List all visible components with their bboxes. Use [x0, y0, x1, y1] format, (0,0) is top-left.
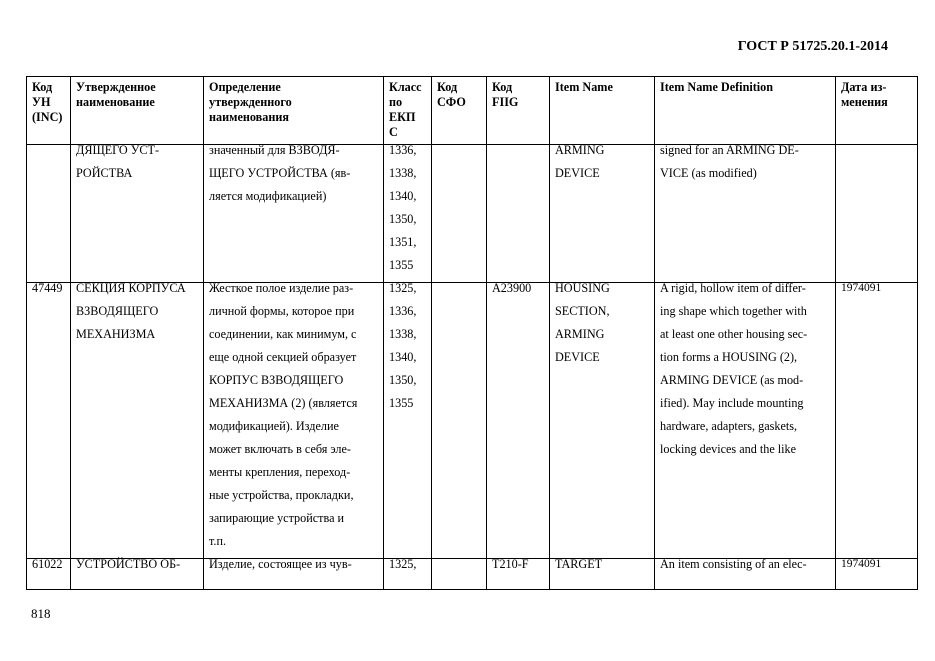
- cell-line: РОЙСТВА: [76, 166, 133, 180]
- header-line: Определение: [209, 80, 281, 94]
- cell-line: signed for an ARMING DE-: [660, 143, 799, 157]
- cell-line: МЕХАНИЗМА (2) (является: [209, 396, 358, 410]
- document-header: ГОСТ Р 51725.20.1-2014: [737, 39, 888, 54]
- header-line: Дата из-: [841, 80, 887, 94]
- header-sfo: [432, 77, 487, 145]
- header-name: [71, 77, 204, 145]
- cell-line: 1340,: [389, 350, 417, 364]
- cell-definition: [204, 145, 384, 283]
- header-line: Утвержденное: [76, 80, 156, 94]
- cell-sfo: [432, 145, 487, 283]
- cell-item-name: [550, 145, 655, 283]
- header-line: Класс: [389, 80, 422, 94]
- cell-line: 1340,: [389, 189, 417, 203]
- cell-line: УСТРОЙСТВО ОБ-: [76, 557, 181, 571]
- cell-line: КОРПУС ВЗВОДЯЩЕГО: [209, 373, 344, 387]
- header-line: СФО: [437, 95, 466, 109]
- cell-class: [384, 145, 432, 283]
- cell-line: может включать в себя эле-: [209, 442, 351, 456]
- cell-line: A23900: [492, 281, 532, 295]
- cell-inc: [27, 559, 71, 590]
- cell-line: ified). May include mounting: [660, 396, 804, 410]
- cell-line: TARGET: [555, 557, 603, 571]
- cell-sfo: [432, 559, 487, 590]
- table-row: [27, 559, 918, 590]
- cell-date: [836, 283, 918, 559]
- cell-line: at least one other housing sec-: [660, 327, 808, 341]
- cell-line: Жесткое полое изделие раз-: [209, 281, 354, 295]
- cell-line: т.п.: [209, 534, 227, 548]
- cell-item-name: [550, 559, 655, 590]
- cell-line: 1336,: [389, 304, 417, 318]
- cell-definition: [204, 283, 384, 559]
- cell-date: [836, 559, 918, 590]
- cell-line: hardware, adapters, gaskets,: [660, 419, 798, 433]
- header-item-name: [550, 77, 655, 145]
- table-row: [27, 283, 918, 559]
- cell-line: модификацией). Изделие: [209, 419, 339, 433]
- cell-line: VICE (as modified): [660, 166, 757, 180]
- cell-line: 47449: [32, 281, 63, 295]
- cell-name: [71, 559, 204, 590]
- cell-line: SECTION,: [555, 304, 610, 318]
- cell-line: DEVICE: [555, 350, 600, 364]
- cell-line: ЩЕГО УСТРОЙСТВА (яв-: [209, 166, 351, 180]
- cell-line: еще одной секцией образует: [209, 350, 357, 364]
- cell-line: значенный для ВЗВОДЯ-: [209, 143, 340, 157]
- header-class: [384, 77, 432, 145]
- table-row: [27, 145, 918, 283]
- cell-line: 1338,: [389, 166, 417, 180]
- cell-item-definition: [655, 283, 836, 559]
- cell-fiig: [487, 145, 550, 283]
- header-line: Код: [437, 80, 458, 94]
- cell-line: 1355: [389, 258, 414, 272]
- cell-line: locking devices and the like: [660, 442, 797, 456]
- cell-line: Изделие, состоящее из чув-: [209, 557, 352, 571]
- cell-line: личной формы, которое при: [209, 304, 355, 318]
- header-inc: [27, 77, 71, 145]
- cell-item-definition: [655, 145, 836, 283]
- cell-inc: [27, 145, 71, 283]
- header-line: Item Name: [555, 80, 613, 94]
- cell-definition: [204, 559, 384, 590]
- header-line: Код: [32, 80, 53, 94]
- header-line: по: [389, 95, 403, 109]
- header-date: [836, 77, 918, 145]
- cell-line: 1974091: [841, 282, 882, 294]
- cell-line: запирающие устройства и: [209, 511, 345, 525]
- cell-line: соединении, как минимум, с: [209, 327, 357, 341]
- cell-line: МЕХАНИЗМА: [76, 327, 156, 341]
- cell-line: менты крепления, переход-: [209, 465, 351, 479]
- cell-line: An item consisting of an elec-: [660, 557, 807, 571]
- cell-fiig: [487, 283, 550, 559]
- cell-line: 1336,: [389, 143, 417, 157]
- cell-line: DEVICE: [555, 166, 600, 180]
- header-line: наименования: [209, 110, 289, 124]
- data-table: [26, 76, 918, 590]
- header-fiig: [487, 77, 550, 145]
- cell-line: HOUSING: [555, 281, 610, 295]
- cell-line: ВЗВОДЯЩЕГО: [76, 304, 159, 318]
- cell-date: [836, 145, 918, 283]
- cell-line: T210-F: [492, 557, 529, 571]
- cell-line: 61022: [32, 557, 63, 571]
- cell-line: ДЯЩЕГО УСТ-: [76, 143, 160, 157]
- header-line: (INC): [32, 110, 63, 124]
- header-line: FIIG: [492, 95, 519, 109]
- header-line: С: [389, 125, 398, 139]
- header-definition: [204, 77, 384, 145]
- cell-line: ARMING DEVICE (as mod-: [660, 373, 804, 387]
- cell-line: 1974091: [841, 558, 882, 570]
- cell-name: [71, 145, 204, 283]
- header-item-definition: [655, 77, 836, 145]
- header-row: [27, 77, 918, 145]
- cell-item-definition: [655, 559, 836, 590]
- cell-line: 1338,: [389, 327, 417, 341]
- cell-line: 1350,: [389, 373, 417, 387]
- cell-line: 1350,: [389, 212, 417, 226]
- cell-line: ные устройства, прокладки,: [209, 488, 354, 502]
- header-line: Код: [492, 80, 513, 94]
- cell-line: tion forms a HOUSING (2),: [660, 350, 798, 364]
- cell-line: СЕКЦИЯ КОРПУСА: [76, 281, 186, 295]
- header-line: наименование: [76, 95, 155, 109]
- cell-name: [71, 283, 204, 559]
- cell-line: 1355: [389, 396, 414, 410]
- cell-inc: [27, 283, 71, 559]
- cell-item-name: [550, 283, 655, 559]
- cell-line: ARMING: [555, 327, 605, 341]
- cell-line: A rigid, hollow item of differ-: [660, 281, 806, 295]
- cell-line: ARMING: [555, 143, 605, 157]
- cell-line: 1351,: [389, 235, 417, 249]
- cell-line: ing shape which together with: [660, 304, 807, 318]
- cell-sfo: [432, 283, 487, 559]
- cell-class: [384, 283, 432, 559]
- header-line: утвержденного: [209, 95, 292, 109]
- header-line: УН: [32, 95, 51, 109]
- header-line: Item Name Definition: [660, 80, 774, 94]
- header-line: ЕКП: [389, 110, 416, 124]
- cell-line: 1325,: [389, 281, 417, 295]
- cell-class: [384, 559, 432, 590]
- cell-line: ляется модификацией): [209, 189, 327, 203]
- header-line: менения: [841, 95, 888, 109]
- cell-fiig: [487, 559, 550, 590]
- cell-line: 1325,: [389, 557, 417, 571]
- page-number: 818: [31, 606, 51, 621]
